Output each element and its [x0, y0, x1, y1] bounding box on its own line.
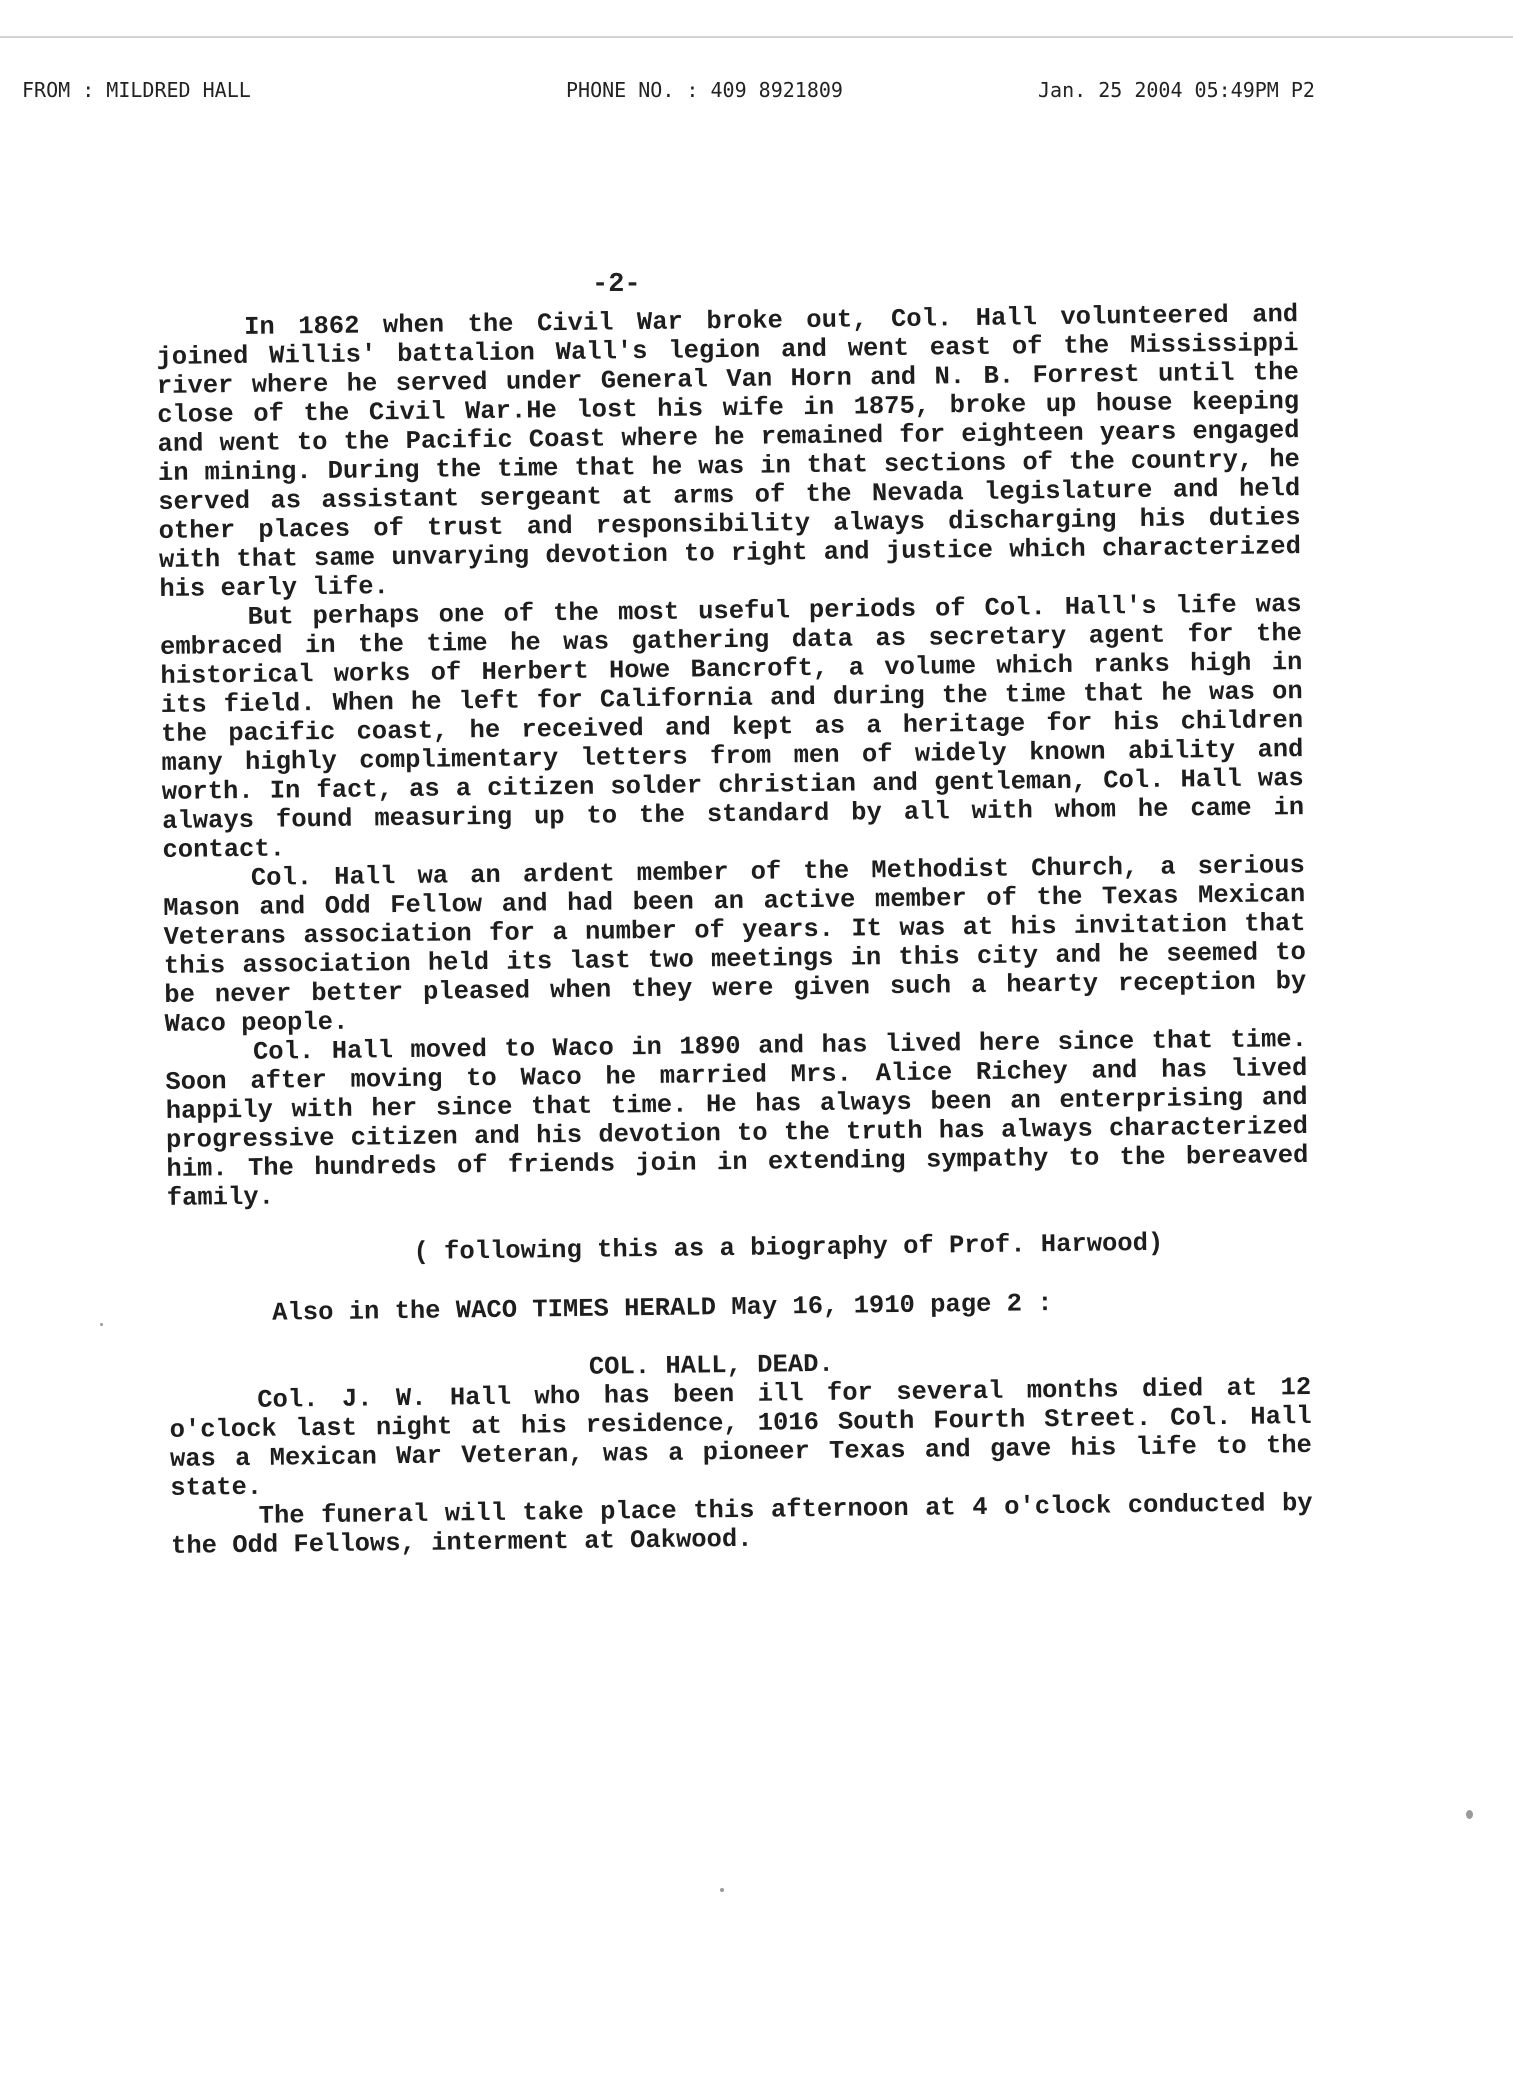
newspaper-reference: Also in the WACO TIMES HERALD May 16, 1910 page 2 : [272, 1289, 1053, 1328]
paragraph-bancroft: But perhaps one of the most useful periods of Col. Hall's life was embraced in the time he was gathering data as secretary agent for the historical works of Herbert Howe Bancroft, a volume which ranks high in its field. When he left for California and during the time that he was on the pacific coast, he received and kept as a heritage for his children many highly complimentary letters from men of widely known ability and worth. In fact, as a citizen solder christian and gentleman, Col. Hall was always found measuring up to the standard by all with whom he came in contact. [159, 590, 1305, 865]
document-body [156, 300, 1313, 1561]
paragraph-methodist: Col. Hall wa an ardent member of the Methodist Church, a serious Mason and Odd Fellow and had been an active member of the Texas Mexican Veterans association for a number of years. It was at his invitation that this association held its last two meetings in this city and he seemed to be never better pleased when they were given such a hearty reception by Waco people. [163, 851, 1307, 1039]
scan-speck [1466, 1810, 1473, 1819]
obituary-headline: COL. HALL, DEAD. [588, 1349, 834, 1382]
paragraph-waco: Col. Hall moved to Waco in 1890 and has lived here since that time. Soon after moving to Waco he married Mrs. Alice Richey and has lived happily with her since that time. He has always been an enterprising and progressive citizen and his devotion to the truth has always characterized him. The hundreds of friends join in extending sympathy to the bereaved family. [165, 1024, 1309, 1213]
scan-speck [100, 1323, 103, 1326]
fax-header [0, 78, 1513, 108]
fax-phone-number: PHONE NO. : 409 8921809 [566, 78, 843, 102]
paragraph-funeral: The funeral will take place this afternoon at 4 o'clock conducted by the Odd Fellows, interment at Oakwood. [170, 1488, 1313, 1561]
scan-speck [720, 1888, 724, 1892]
biography-note: ( following this as a biography of Prof. Harwood) [413, 1228, 1164, 1267]
paragraph-obituary: Col. J. W. Hall who has been ill for several months died at 12 o'clock last night at his residence, 1016 South Fourth Street. Col. Hall was a Mexican War Veteran, was a pioneer Texas and gave his life to the state. [169, 1372, 1313, 1503]
fax-datetime: Jan. 25 2004 05:49PM P2 [1038, 78, 1315, 102]
fax-from: FROM : MILDRED HALL [22, 78, 251, 102]
paragraph-civil-war: In 1862 when the Civil War broke out, Col. Hall volunteered and joined Willis' battalion Wall's legion and went east of the Mississippi river where he served under General Van Horn and N. B. Forrest until the close of the Civil War.He lost his wife in 1875, broke up house keeping and went to the Pacific Coast where he remained for eighteen years engaged in mining. During the time that he was in that sections of the country, he served as assistant sergeant at arms of the Nevada legislature and held other places of trust and responsibility always discharging his duties with that same unvarying devotion to right and justice which characterized his early life. [156, 300, 1302, 604]
page-top-edge [0, 36, 1513, 38]
page-number: -2- [592, 270, 641, 300]
